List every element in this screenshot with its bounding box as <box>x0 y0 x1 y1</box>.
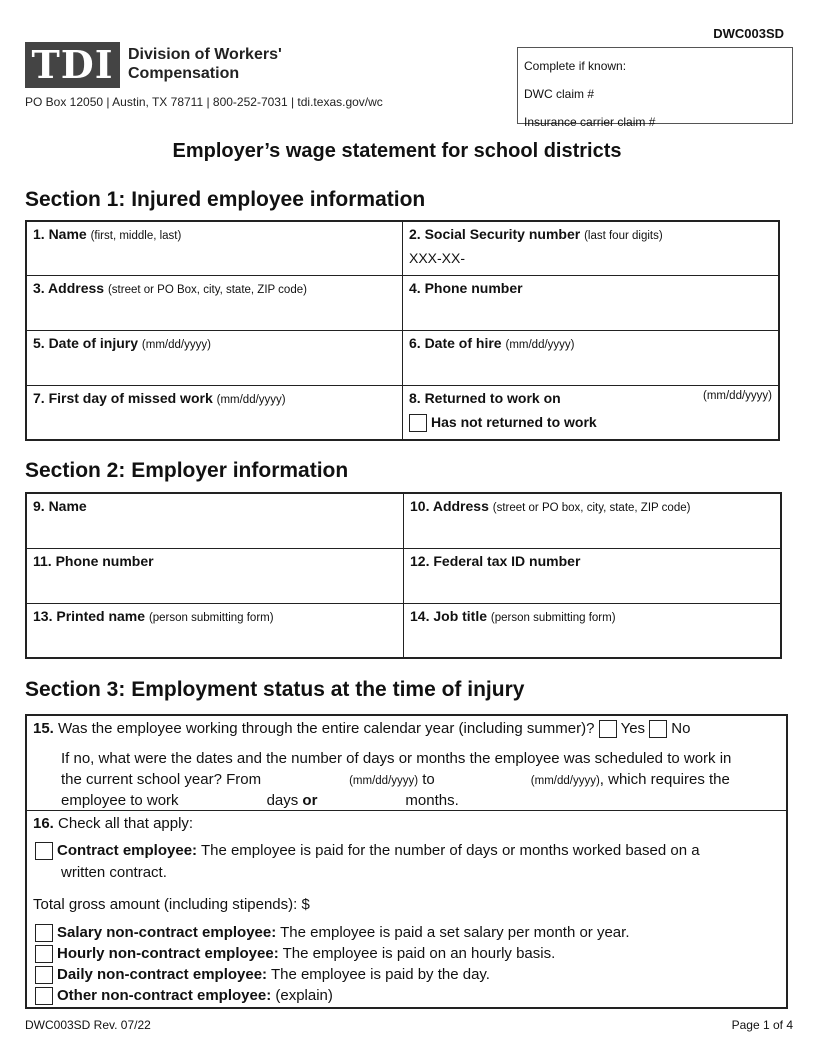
org-address: PO Box 12050 | Austin, TX 78711 | 800-252-7031 | tdi.texas.gov/wc <box>25 95 383 109</box>
field-10-address[interactable]: 10. Address (street or PO box, city, state, ZIP code) <box>404 493 782 548</box>
hourly-checkbox[interactable] <box>35 945 53 963</box>
daily-checkbox[interactable] <box>35 966 53 984</box>
section3-heading: Section 3: Employment status at the time of injury <box>25 678 525 701</box>
total-gross-field[interactable]: Total gross amount (including stipends): $ <box>33 896 310 913</box>
option-hourly: Hourly non-contract employee: The employee is paid on an hourly basis. <box>35 945 555 963</box>
field-3-address[interactable]: 3. Address (street or PO Box, city, state, ZIP code) <box>26 275 403 330</box>
field-4-phone[interactable]: 4. Phone number <box>403 275 780 330</box>
no-checkbox[interactable] <box>649 720 667 738</box>
field-11-phone[interactable]: 11. Phone number <box>26 548 404 603</box>
field-5-injury-date[interactable]: 5. Date of injury (mm/dd/yyyy) <box>26 330 403 385</box>
field-2-ssn[interactable]: 2. Social Security number (last four digits) XXX-XX- <box>403 221 780 275</box>
field-8-returned[interactable]: 8. Returned to work on (mm/dd/yyyy) Has not returned to work <box>403 385 780 440</box>
org-line2: Compensation <box>128 65 240 82</box>
field-7-missed-work[interactable]: 7. First day of missed work (mm/dd/yyyy) <box>26 385 403 440</box>
section2-heading: Section 2: Employer information <box>25 459 349 482</box>
section1-table <box>25 220 780 441</box>
other-checkbox[interactable] <box>35 987 53 1005</box>
footer-page: Page 1 of 4 <box>731 1018 793 1032</box>
q15-line1: If no, what were the dates and the number of days or months the employee was scheduled to work in <box>61 750 732 767</box>
field-12-tax-id[interactable]: 12. Federal tax ID number <box>404 548 782 603</box>
option-other: Other non-contract employee: (explain) <box>35 987 333 1005</box>
q15: 15. Was the employee working through the entire calendar year (including summer)? Yes No <box>33 720 691 737</box>
section3-box <box>25 714 788 1009</box>
page-title: Employer’s wage statement for school districts <box>172 140 622 162</box>
field-13-printed-name[interactable]: 13. Printed name (person submitting form) <box>26 603 404 658</box>
divider <box>27 810 786 811</box>
contract-option: Contract employee: The employee is paid for the number of days or months worked based on a <box>35 842 700 860</box>
field-1-name[interactable]: 1. Name (first, middle, last) <box>26 221 403 275</box>
carrier-claim-field[interactable]: Insurance carrier claim # <box>524 115 656 129</box>
contract-text2: written contract. <box>61 864 167 881</box>
q15-line2: the current school year? From (mm/dd/yyyy) to (mm/dd/yyyy), which requires the <box>61 771 730 788</box>
field-9-name[interactable]: 9. Name <box>26 493 404 548</box>
field-14-job-title[interactable]: 14. Job title (person submitting form) <box>404 603 782 658</box>
not-returned-checkbox[interactable] <box>409 414 427 432</box>
org-line1: Division of Workers' <box>128 46 282 63</box>
ssn-prefix: XXX-XX- <box>409 250 466 266</box>
q15-line3: employee to work days or months. <box>61 792 459 809</box>
contract-checkbox[interactable] <box>35 842 53 860</box>
dwc-claim-field[interactable]: DWC claim # <box>524 87 595 101</box>
field-6-hire-date[interactable]: 6. Date of hire (mm/dd/yyyy) <box>403 330 780 385</box>
option-daily: Daily non-contract employee: The employee is paid by the day. <box>35 966 490 984</box>
footer-revision: DWC003SD Rev. 07/22 <box>25 1018 151 1032</box>
q16: 16. Check all that apply: <box>33 815 194 832</box>
option-salary: Salary non-contract employee: The employee is paid a set salary per month or year. <box>35 924 629 942</box>
yes-checkbox[interactable] <box>599 720 617 738</box>
claim-box <box>517 47 793 129</box>
salary-checkbox[interactable] <box>35 924 53 942</box>
org-name <box>128 45 282 83</box>
section1-heading: Section 1: Injured employee information <box>25 188 426 211</box>
claim-heading: Complete if known: <box>524 59 627 73</box>
form-id: DWC003SD <box>713 26 784 41</box>
tdi-logo: TDI <box>25 42 120 88</box>
section2-table <box>25 492 782 659</box>
